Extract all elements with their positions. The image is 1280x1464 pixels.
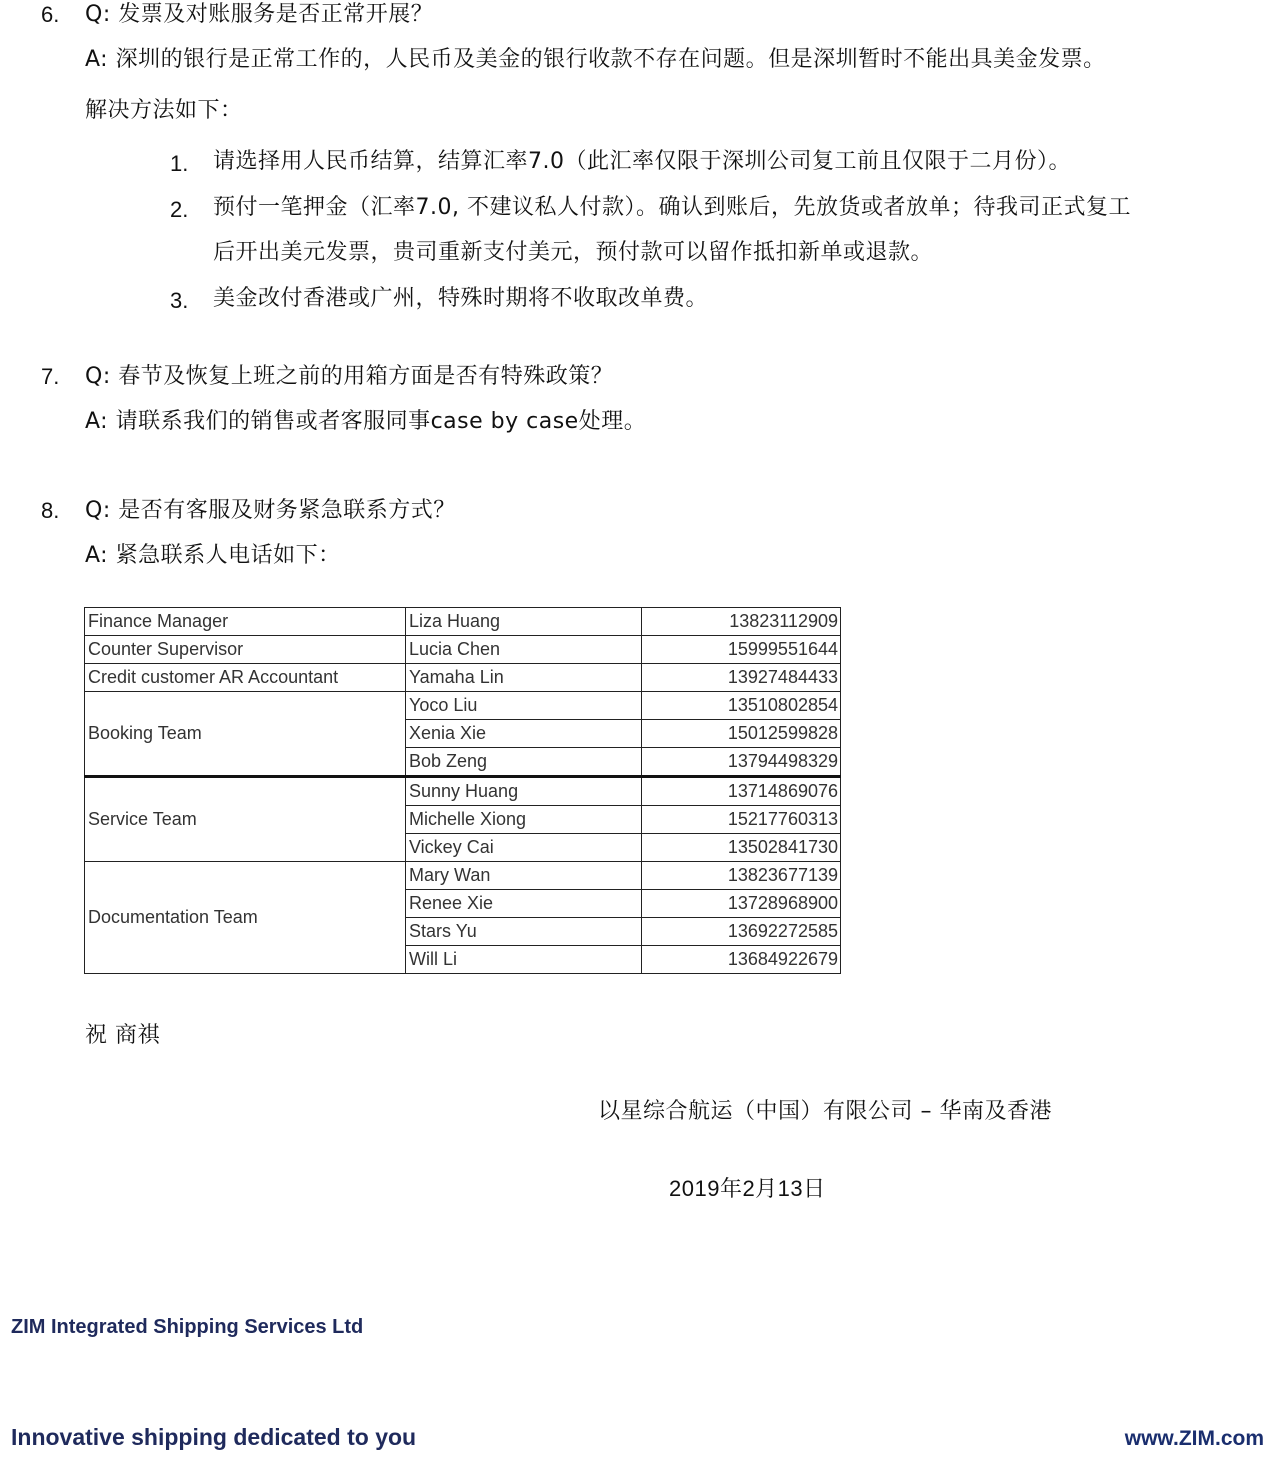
emergency-contacts-table [84,607,841,974]
closing-signature: 以星综合航运（中国）有限公司 – 华南及香港 [598,1099,1052,1124]
name-cell: Vickey Cai [406,834,642,862]
role-cell: Service Team [85,777,406,862]
faq-6-answer: A: 深圳的银行是正常工作的，人民币及美金的银行收款不存在问题。但是深圳暂时不能出具美金发票。 [85,47,1106,72]
closing-date: 2019年2月13日 [669,1176,826,1201]
faq-7-answer: A: 请联系我们的销售或者客服同事case by case处理。 [85,409,647,434]
faq-6-solution-intro: 解决方法如下： [85,98,243,123]
role-cell: Documentation Team [85,862,406,974]
name-cell: Xenia Xie [406,720,642,748]
name-cell: Stars Yu [406,918,642,946]
phone-cell: 13823112909 [642,608,841,636]
footer-company-name: ZIM Integrated Shipping Services Ltd [11,1316,364,1338]
role-cell: Credit customer AR Accountant [85,664,406,692]
faq-8-answer: A: 紧急联系人电话如下： [85,543,341,568]
name-cell: Michelle Xiong [406,806,642,834]
footer-slogan: Innovative shipping dedicated to you [11,1424,417,1450]
closing-greeting: 祝 商祺 [85,1023,160,1048]
table-row [85,664,841,692]
solution-1-number: 1. [170,151,189,176]
table-row [85,692,841,720]
solution-2-text-line1: 预付一笔押金（汇率7.0, 不建议私人付款）。确认到账后，先放货或者放单；待我司正式复工 [213,195,1131,220]
solution-3-number: 3. [170,288,189,313]
table-row [85,608,841,636]
phone-cell: 13927484433 [642,664,841,692]
name-cell: Yoco Liu [406,692,642,720]
phone-cell: 15217760313 [642,806,841,834]
solution-2-number: 2. [170,197,189,222]
faq-8-question: Q: 是否有客服及财务紧急联系方式？ [85,498,456,523]
role-cell: Finance Manager [85,608,406,636]
phone-cell: 13684922679 [642,946,841,974]
name-cell: Renee Xie [406,890,642,918]
solution-3-text: 美金改付香港或广州，特殊时期将不收取改单费。 [213,286,709,311]
name-cell: Yamaha Lin [406,664,642,692]
faq-8-number: 8. [41,498,60,523]
phone-cell: 15999551644 [642,636,841,664]
footer-website-link[interactable]: www.ZIM.com [1124,1427,1264,1450]
solution-1-text: 请选择用人民币结算，结算汇率7.0（此汇率仅限于深圳公司复工前且仅限于二月份）。 [213,149,1071,174]
phone-cell: 15012599828 [642,720,841,748]
table-row [85,862,841,890]
name-cell: Bob Zeng [406,748,642,777]
name-cell: Will Li [406,946,642,974]
solution-2-text-line2: 后开出美元发票，贵司重新支付美元，预付款可以留作抵扣新单或退款。 [213,240,934,265]
name-cell: Mary Wan [406,862,642,890]
table-row [85,777,841,806]
faq-7-number: 7. [41,364,60,389]
faq-7-question: Q: 春节及恢复上班之前的用箱方面是否有特殊政策？ [85,364,614,389]
faq-6-number: 6. [41,2,60,27]
phone-cell: 13714869076 [642,777,841,806]
faq-6-question: Q: 发票及对账服务是否正常开展？ [85,2,434,27]
phone-cell: 13510802854 [642,692,841,720]
name-cell: Sunny Huang [406,777,642,806]
table-row [85,636,841,664]
role-cell: Counter Supervisor [85,636,406,664]
phone-cell: 13823677139 [642,862,841,890]
phone-cell: 13728968900 [642,890,841,918]
name-cell: Liza Huang [406,608,642,636]
phone-cell: 13794498329 [642,748,841,777]
phone-cell: 13502841730 [642,834,841,862]
role-cell: Booking Team [85,692,406,777]
name-cell: Lucia Chen [406,636,642,664]
phone-cell: 13692272585 [642,918,841,946]
